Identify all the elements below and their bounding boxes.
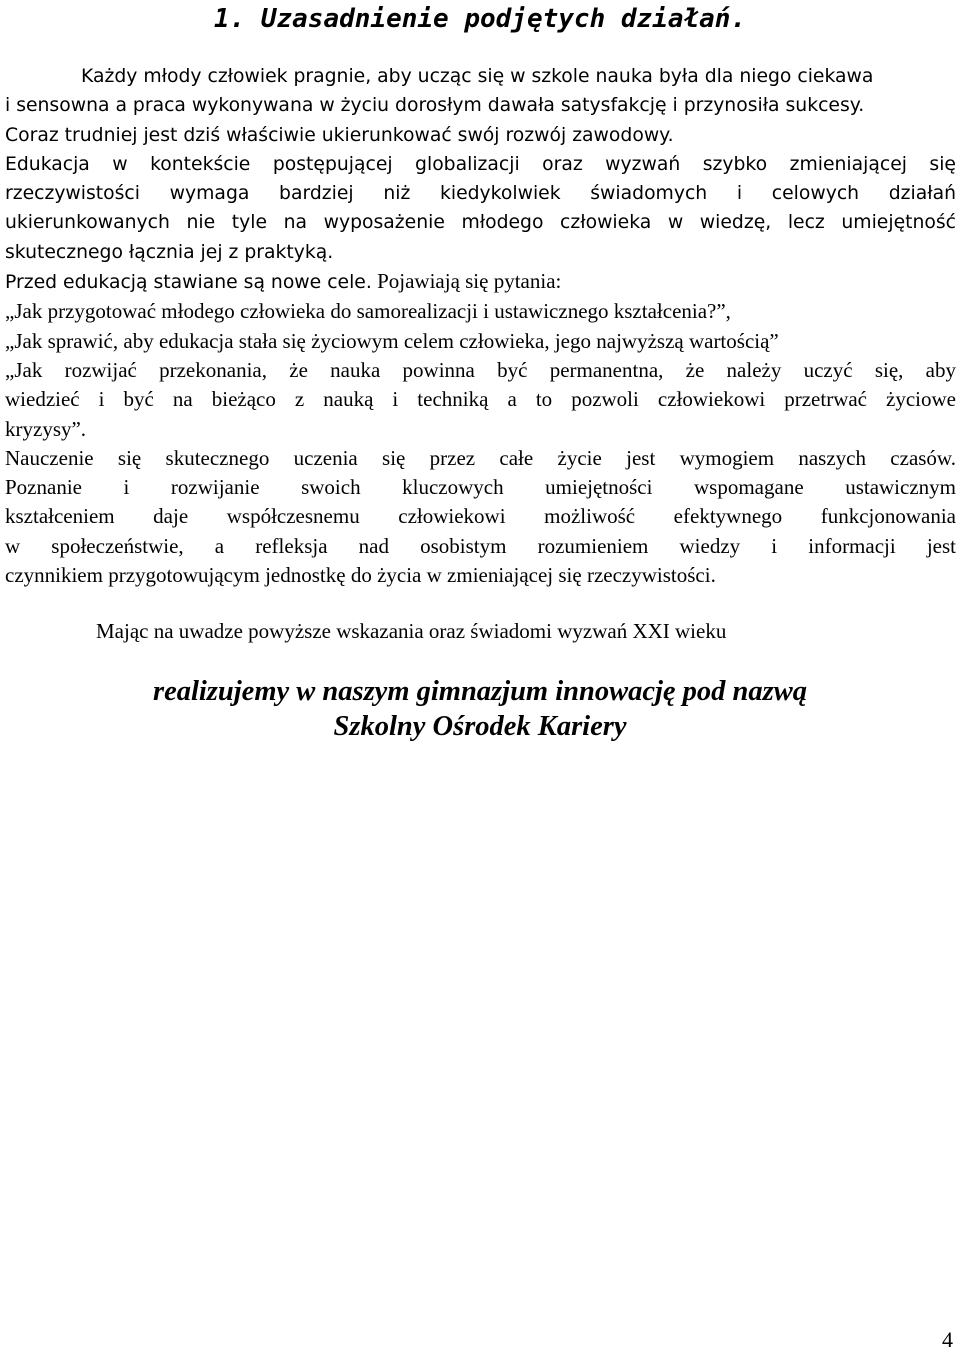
new-goals-text: Przed edukacją stawiane są nowe cele. xyxy=(5,272,372,294)
question-3-line: kryzysy”. xyxy=(5,416,87,441)
paragraph-line: czynnikiem przygotowującym jednostkę do życia w zmieniającej się rzeczywistości. xyxy=(5,563,716,588)
innovation-title-line: realizujemy w naszym gimnazjum innowację pod nazwą xyxy=(152,676,808,707)
paragraph-intro xyxy=(5,62,956,150)
paragraph-lifelong-learning xyxy=(5,444,956,590)
paragraph-line xyxy=(5,267,956,297)
question-2: „Jak sprawić, aby edukacja stała się życiowym celem człowieka, jego najwyższą wartością” xyxy=(5,328,779,353)
paragraph-line: kształceniem daje współczesnemu człowiekowi możliwość efektywnego funkcjonowania xyxy=(5,504,956,529)
innovation-title xyxy=(0,674,960,744)
paragraph-line: skutecznego łącznia jej z praktyką. xyxy=(5,241,334,263)
paragraph-line: w społeczeństwie, a refleksja nad osobistym rozumieniem wiedzy i informacji jest xyxy=(5,533,956,558)
question-3-line: wiedzieć i być na bieżąco z nauką i techniką a to pozwoli człowiekowi przetrwać życiowe xyxy=(5,387,956,412)
paragraph-line: rzeczywistości wymaga bardziej niż kiedykolwiek świadomych i celowych działań xyxy=(5,183,956,205)
innovation-name: Szkolny Ośrodek Kariery xyxy=(333,711,627,742)
paragraph-line: Każdy młody człowiek pragnie, aby ucząc się w szkole nauka była dla niego ciekawa xyxy=(81,66,874,87)
paragraph-line: Coraz trudniej jest dziś właściwie ukierunkować swój rozwój zawodowy. xyxy=(5,124,674,146)
paragraph-line: ukierunkowanych nie tyle na wyposażenie młodego człowieka w wiedzę, lecz umiejętność xyxy=(5,212,956,234)
paragraph-education xyxy=(5,150,956,297)
intent-statement: Mając na uwadze powyższe wskazania oraz świadomi wyzwań XXI wieku xyxy=(96,619,727,643)
paragraph-line: Edukacja w kontekście postępującej globalizacji oraz wyzwań szybko zmieniającej się xyxy=(5,153,956,175)
paragraph-line: i sensowna a praca wykonywana w życiu dorosłym dawała satysfakcję i przynosiła sukcesy. xyxy=(5,95,865,117)
questions-intro-text: Pojawiają się pytania: xyxy=(371,269,562,294)
questions-list xyxy=(5,297,956,443)
question-1: „Jak przygotować młodego człowieka do samorealizacji i ustawicznego kształcenia?”, xyxy=(5,299,731,324)
body-text xyxy=(5,62,956,590)
section-heading: 1. Uzasadnienie podjętych działań. xyxy=(213,4,747,34)
paragraph-line: Nauczenie się skutecznego uczenia się przez całe życie jest wymogiem naszych czasów. xyxy=(5,445,956,470)
page-number: 4 xyxy=(942,1327,953,1352)
paragraph-line: Poznanie i rozwijanie swoich kluczowych umiejętności wspomagane ustawicznym xyxy=(5,475,956,500)
question-3-line: „Jak rozwijać przekonania, że nauka powinna być permanentna, że należy uczyć się, aby xyxy=(5,357,956,382)
